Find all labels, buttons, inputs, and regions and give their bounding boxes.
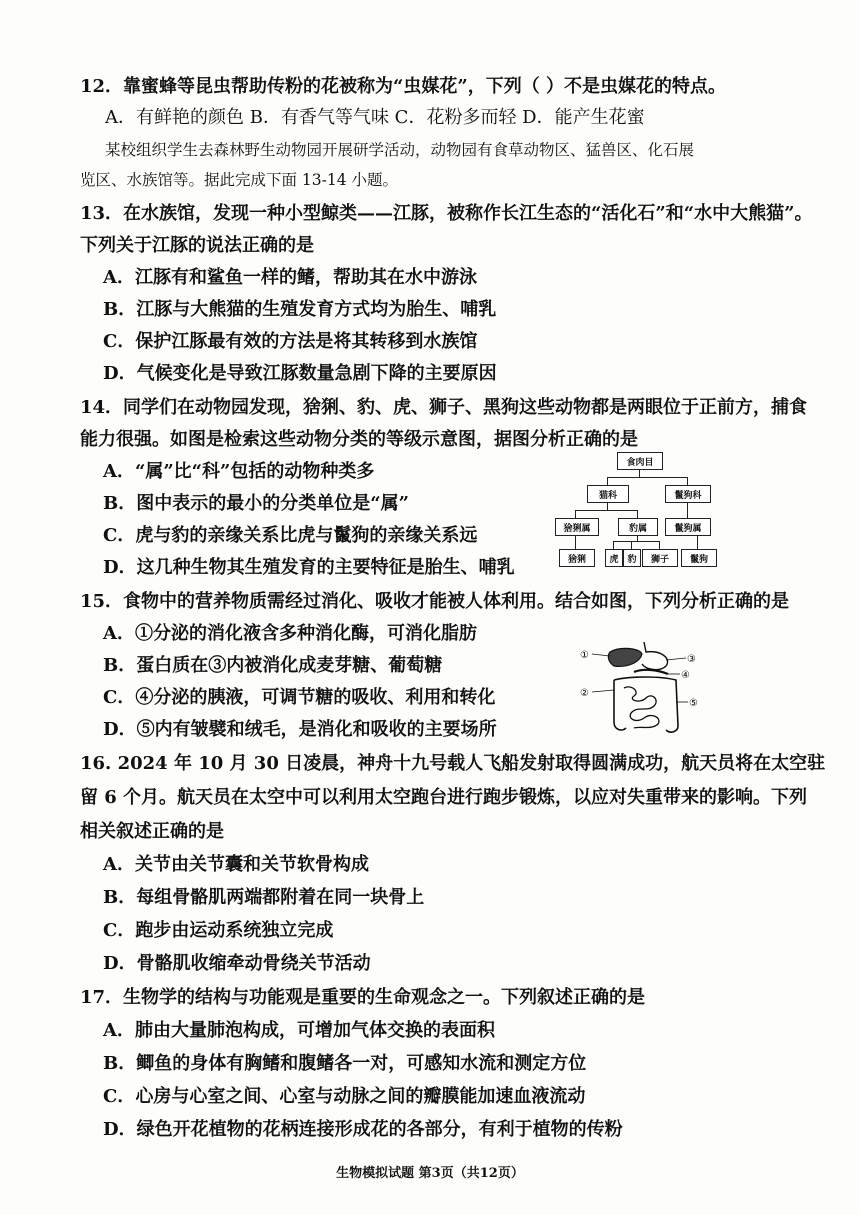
- q13-option-a: A．江豚有和鲨鱼一样的鳍，帮助其在水中游泳: [103, 267, 477, 288]
- taxo-connector: [613, 541, 614, 549]
- q15-option-c: C．④分泌的胰液，可调节糖的吸收、利用和转化: [103, 687, 496, 708]
- taxo-species-lynx-box: 猞猁: [559, 549, 595, 567]
- q13-option-d: D．气候变化是导致江豚数量急剧下降的主要原因: [103, 363, 497, 384]
- taxo-connector: [631, 541, 632, 549]
- q16-option-c: C．跑步由运动系统独立完成: [103, 920, 334, 941]
- stomach-shape: [642, 642, 668, 670]
- leader-line: [666, 658, 686, 660]
- taxo-connector: [659, 541, 660, 549]
- taxo-species-lion-box: 狮子: [642, 549, 678, 567]
- taxo-connector: [607, 477, 608, 485]
- q16-option-a: A．关节由关节囊和关节软骨构成: [103, 854, 369, 875]
- q17-option-d: D．绿色开花植物的花柄连接形成花的各部分，有利于植物的传粉: [103, 1119, 623, 1140]
- q15-stem: 15．食物中的营养物质需经过消化、吸收才能被人体利用。结合如图，下列分析正确的是: [80, 591, 790, 612]
- label-5: ⑤: [689, 698, 698, 709]
- q16-option-d: D．骨骼肌收缩牵动骨绕关节活动: [103, 953, 371, 974]
- taxo-connector: [575, 510, 637, 511]
- label-1: ①: [580, 650, 589, 661]
- label-4: ④: [681, 670, 690, 681]
- leader-line: [592, 654, 610, 656]
- q17-option-a: A．肺由大量肺泡构成，可增加气体交换的表面积: [103, 1020, 495, 1041]
- leader-line: [592, 690, 614, 692]
- q14-option-a: A．“属”比“科”包括的动物种类多: [103, 461, 375, 482]
- taxo-family-cat-box: 猫科: [587, 485, 629, 503]
- taxo-connector: [607, 477, 687, 478]
- small-intestine-shape: [624, 687, 659, 728]
- q13-stem-line2: 下列关于江豚的说法正确的是: [80, 235, 314, 256]
- q13-stem-line1: 13．在水族馆，发现一种小型鲸类——江豚，被称作长江生态的“活化石”和“水中大熊猫”。: [80, 203, 813, 224]
- q14-stem-line1: 14．同学们在动物园发现，猞猁、豹、虎、狮子、黑狗这些动物都是两眼位于正前方，捕食: [80, 397, 808, 418]
- digestive-system-drawing: [580, 640, 715, 740]
- taxo-species-leopard-box: 豹: [623, 549, 641, 567]
- taxo-connector: [687, 502, 688, 518]
- intro-line2: 览区、水族馆等。据此完成下面 13-14 小题。: [80, 171, 399, 189]
- digestive-system-figure: [580, 640, 715, 740]
- q16-option-b: B．每组骨骼肌两端都附着在同一块骨上: [103, 887, 425, 908]
- q13-option-b: B．江豚与大熊猫的生殖发育方式均为胎生、哺乳: [103, 299, 497, 320]
- q15-option-a: A．①分泌的消化液含多种消化酶，可消化脂肪: [103, 623, 477, 644]
- liver-shape: [608, 648, 642, 666]
- taxo-genus-hyena-box: 鬣狗属: [665, 518, 711, 536]
- taxo-genus-lynx-box: 猞猁属: [555, 518, 599, 536]
- q12-stem: 12．靠蜜蜂等昆虫帮助传粉的花被称为“虫媒花”，下列（ ）不是虫媒花的特点。: [80, 76, 727, 97]
- taxo-connector: [607, 502, 608, 510]
- label-3: ③: [687, 654, 696, 665]
- taxo-connector: [639, 469, 640, 477]
- taxo-species-tiger-box: 虎: [605, 549, 623, 567]
- q12-options: A．有鲜艳的颜色 B．有香气等气味 C．花粉多而轻 D．能产生花蜜: [105, 107, 645, 128]
- taxo-order-box: 食肉目: [617, 452, 663, 470]
- large-intestine-shape: [614, 677, 678, 732]
- taxo-species-hyena-box: 鬣狗: [681, 549, 717, 567]
- q13-option-c: C．保护江豚最有效的方法是将其转移到水族馆: [103, 331, 478, 352]
- taxo-connector: [697, 535, 698, 549]
- page-footer: 生物模拟试题 第3页（共12页）: [336, 1166, 524, 1181]
- pancreas-shape: [634, 670, 668, 674]
- q17-stem: 17．生物学的结构与功能观是重要的生命观念之一。下列叙述正确的是: [80, 987, 646, 1008]
- q16-stem-line1: 16. 2024 年 10 月 30 日凌晨，神舟十九号载人飞船发射取得圆满成功，航天员将在太空驻: [80, 753, 826, 774]
- q14-option-d: D．这几种生物其生殖发育的主要特征是胎生、哺乳: [103, 557, 515, 578]
- taxo-connector: [613, 541, 659, 542]
- taxo-connector: [637, 510, 638, 518]
- taxo-genus-panthera-box: 豹属: [618, 518, 658, 536]
- intro-line1: 某校组织学生去森林野生动物园开展研学活动，动物园有食草动物区、猛兽区、化石展: [105, 141, 695, 159]
- q14-stem-line2: 能力很强。如图是检索这些动物分类的等级示意图，据图分析正确的是: [80, 429, 638, 450]
- q17-option-c: C．心房与心室之间、心室与动脉之间的瓣膜能加速血液流动: [103, 1086, 586, 1107]
- taxonomy-diagram: [565, 452, 740, 580]
- q15-option-b: B．蛋白质在③内被消化成麦芽糖、葡萄糖: [103, 655, 443, 676]
- q14-option-c: C．虎与豹的亲缘关系比虎与鬣狗的亲缘关系远: [103, 525, 478, 546]
- q14-option-b: B．图中表示的最小的分类单位是“属”: [103, 493, 409, 514]
- label-2: ②: [580, 688, 589, 699]
- q16-stem-line2: 留 6 个月。航天员在太空中可以利用太空跑台进行跑步锻炼，以应对失重带来的影响。下列: [80, 787, 808, 808]
- taxo-connector: [687, 477, 688, 485]
- taxo-connector: [575, 510, 576, 518]
- q15-option-d: D．⑤内有皱襞和绒毛，是消化和吸收的主要场所: [103, 719, 497, 740]
- taxo-connector: [575, 535, 576, 549]
- q17-option-b: B．鲫鱼的身体有胸鳍和腹鳍各一对，可感知水流和测定方位: [103, 1053, 587, 1074]
- taxo-family-hyena-box: 鬣狗科: [665, 485, 711, 503]
- q16-stem-line3: 相关叙述正确的是: [80, 821, 224, 842]
